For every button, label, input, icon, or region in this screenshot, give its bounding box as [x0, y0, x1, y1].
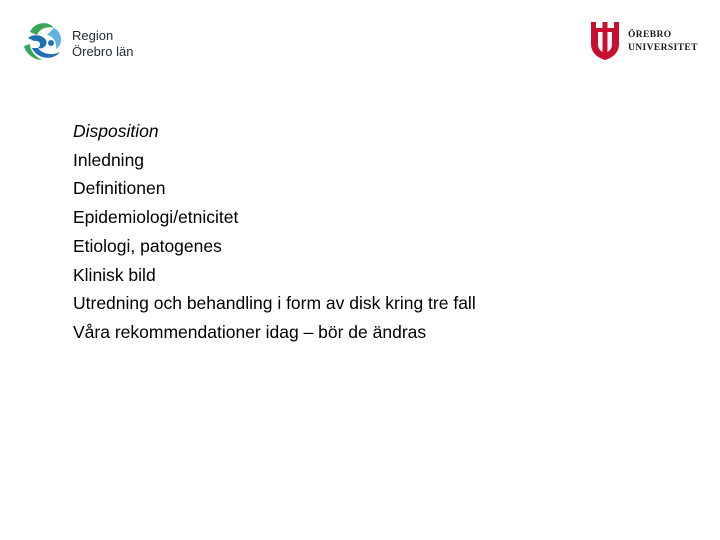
list-item: Etiologi, patogenes [73, 235, 222, 256]
orebro-university-crest-icon [588, 18, 622, 62]
region-logo-line1: Region [72, 28, 114, 43]
slide-content [73, 117, 476, 347]
list-item: Våra rekommendationer idag – bör de ändras [73, 321, 427, 342]
list-item: Inledning [73, 149, 145, 170]
university-logo-line2: UNIVERSITET [628, 43, 698, 53]
list-item: Utredning och behandling i form av disk kring tre fall [73, 293, 476, 314]
university-logo-line1: ÖREBRO [628, 30, 672, 40]
list-item: Epidemiologi/etnicitet [73, 207, 239, 228]
list-item: Definitionen [73, 178, 166, 199]
region-orebro-emblem-icon [22, 18, 68, 64]
slide-heading: Disposition [73, 121, 159, 141]
region-orebro-logo [22, 18, 142, 66]
region-logo-line2: Örebro län [72, 44, 134, 59]
list-item: Klinisk bild [73, 264, 156, 285]
orebro-university-logo [588, 18, 708, 66]
